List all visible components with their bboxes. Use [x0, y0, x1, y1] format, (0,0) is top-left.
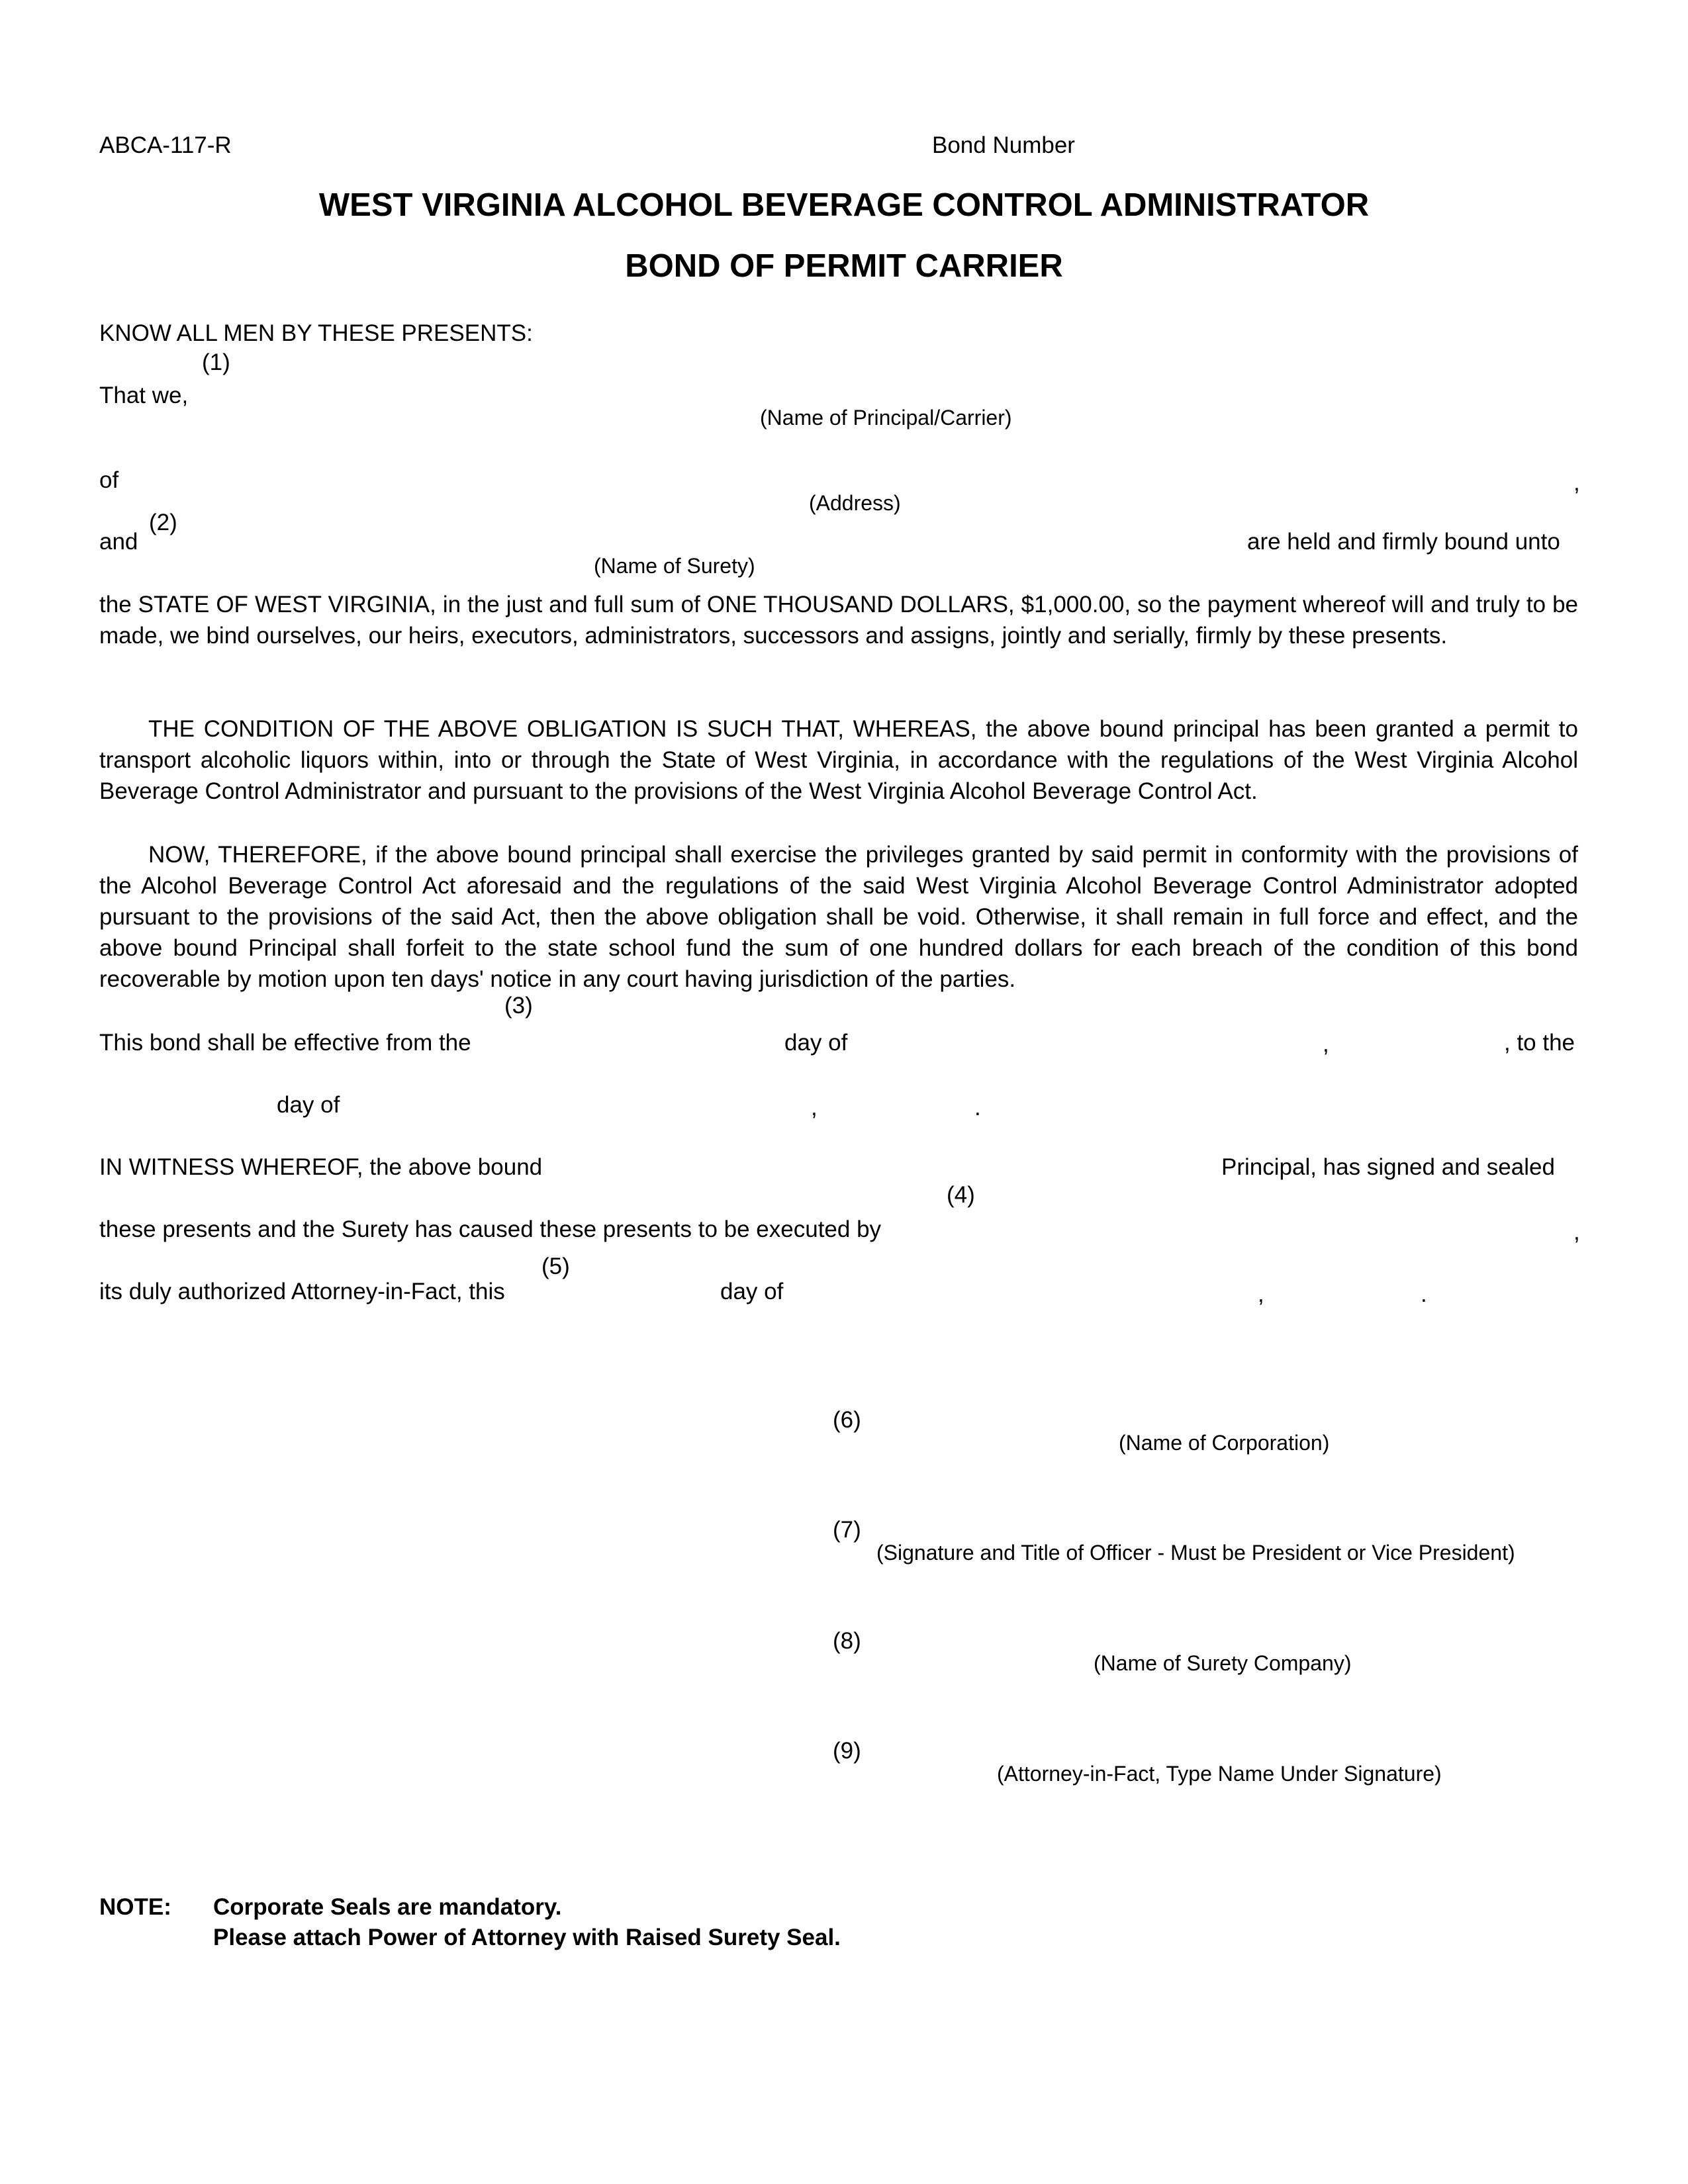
that-we-label: That we, [99, 383, 189, 408]
field-marker-4: (4) [947, 1182, 975, 1208]
note-label: NOTE: [99, 1894, 171, 1920]
corporation-name-caption: (Name of Corporation) [1119, 1431, 1330, 1455]
document-subtitle: BOND OF PERMIT CARRIER [625, 248, 1063, 284]
bond-number-label: Bond Number [932, 132, 1075, 158]
field-marker-7: (7) [833, 1517, 861, 1543]
attorney-in-fact-caption: (Attorney-in-Fact, Type Name Under Signature) [997, 1762, 1442, 1786]
obligation-paragraph: the STATE OF WEST VIRGINIA, in the just and full sum of ONE THOUSAND DOLLARS, $1,000.00, so the payment whereof will and truly to be made, we bind ourselves, our heirs, executors, administrators, successors and assigns, jointly and serially, firmly by these presents. [99, 592, 1578, 649]
field-marker-9: (9) [833, 1738, 861, 1764]
to-the-text: , to the [1504, 1030, 1575, 1056]
field-marker-2: (2) [149, 510, 177, 535]
note-line-1: Corporate Seals are mandatory. [213, 1894, 562, 1920]
these-presents-text: these presents and the Surety has caused these presents to be executed by [99, 1216, 882, 1242]
address-caption: (Address) [809, 491, 901, 515]
and-label: and [99, 529, 138, 555]
surety-name-caption: (Name of Surety) [594, 554, 755, 578]
principal-name-caption: (Name of Principal/Carrier) [760, 406, 1012, 430]
expiry-day-of-label: day of [277, 1092, 340, 1118]
field-marker-3: (3) [504, 993, 533, 1019]
principal-signed-text: Principal, has signed and sealed [1221, 1154, 1555, 1180]
of-label: of [99, 467, 119, 493]
executed-by-comma: , [1573, 1219, 1580, 1245]
surety-company-caption: (Name of Surety Company) [1094, 1651, 1352, 1675]
effective-day-of-label: day of [784, 1030, 848, 1056]
attorney-day-of-label: day of [720, 1279, 784, 1304]
expiry-period: . [974, 1095, 981, 1120]
field-marker-6: (6) [833, 1407, 861, 1433]
expiry-comma: , [811, 1095, 818, 1120]
condition-paragraph: THE CONDITION OF THE ABOVE OBLIGATION IS SUCH THAT, WHEREAS, the above bound principal has been granted a permit to transport alcoholic liquors within, into or through the State of West Virginia, in accordance with the regulations of the West Virginia Alcohol Beverage Control Administrator and pursuant to the provisions of the West Virginia Alcohol Beverage Control Act. [99, 716, 1578, 804]
field-marker-5: (5) [541, 1253, 570, 1279]
attorney-this-text: its duly authorized Attorney-in-Fact, this [99, 1279, 505, 1304]
effective-comma: , [1323, 1031, 1329, 1057]
attorney-period: . [1421, 1281, 1427, 1307]
field-marker-8: (8) [833, 1628, 861, 1654]
effective-from-text: This bond shall be effective from the [99, 1030, 471, 1056]
in-witness-text: IN WITNESS WHEREOF, the above bound [99, 1154, 543, 1180]
address-comma: , [1573, 470, 1580, 496]
officer-signature-caption: (Signature and Title of Officer - Must be President or Vice President) [876, 1541, 1515, 1565]
field-marker-1: (1) [202, 349, 230, 375]
held-bound-text: are held and firmly bound unto [1247, 529, 1560, 555]
document-title: WEST VIRGINIA ALCOHOL BEVERAGE CONTROL ADMINISTRATOR [318, 187, 1370, 223]
form-id: ABCA-117-R [99, 132, 232, 158]
note-line-2: Please attach Power of Attorney with Raised Surety Seal. [213, 1925, 841, 1950]
now-therefore-paragraph: NOW, THEREFORE, if the above bound principal shall exercise the privileges granted by said permit in conformity with the provisions of the Alcohol Beverage Control Act aforesaid and the regulations of the said West Virginia Alcohol Beverage Control Administrator adopted pursuant to the provisions of the said Act, then the above obligation shall be void. Otherwise, it shall remain in full force and effect, and the above bound Principal shall forfeit to the state school fund the sum of one hundred dollars for each breach of the condition of this bond recoverable by motion upon ten days' notice in any court having jurisdiction of the parties. [99, 842, 1578, 992]
attorney-comma: , [1258, 1281, 1264, 1307]
know-all-heading: KNOW ALL MEN BY THESE PRESENTS: [99, 320, 533, 346]
